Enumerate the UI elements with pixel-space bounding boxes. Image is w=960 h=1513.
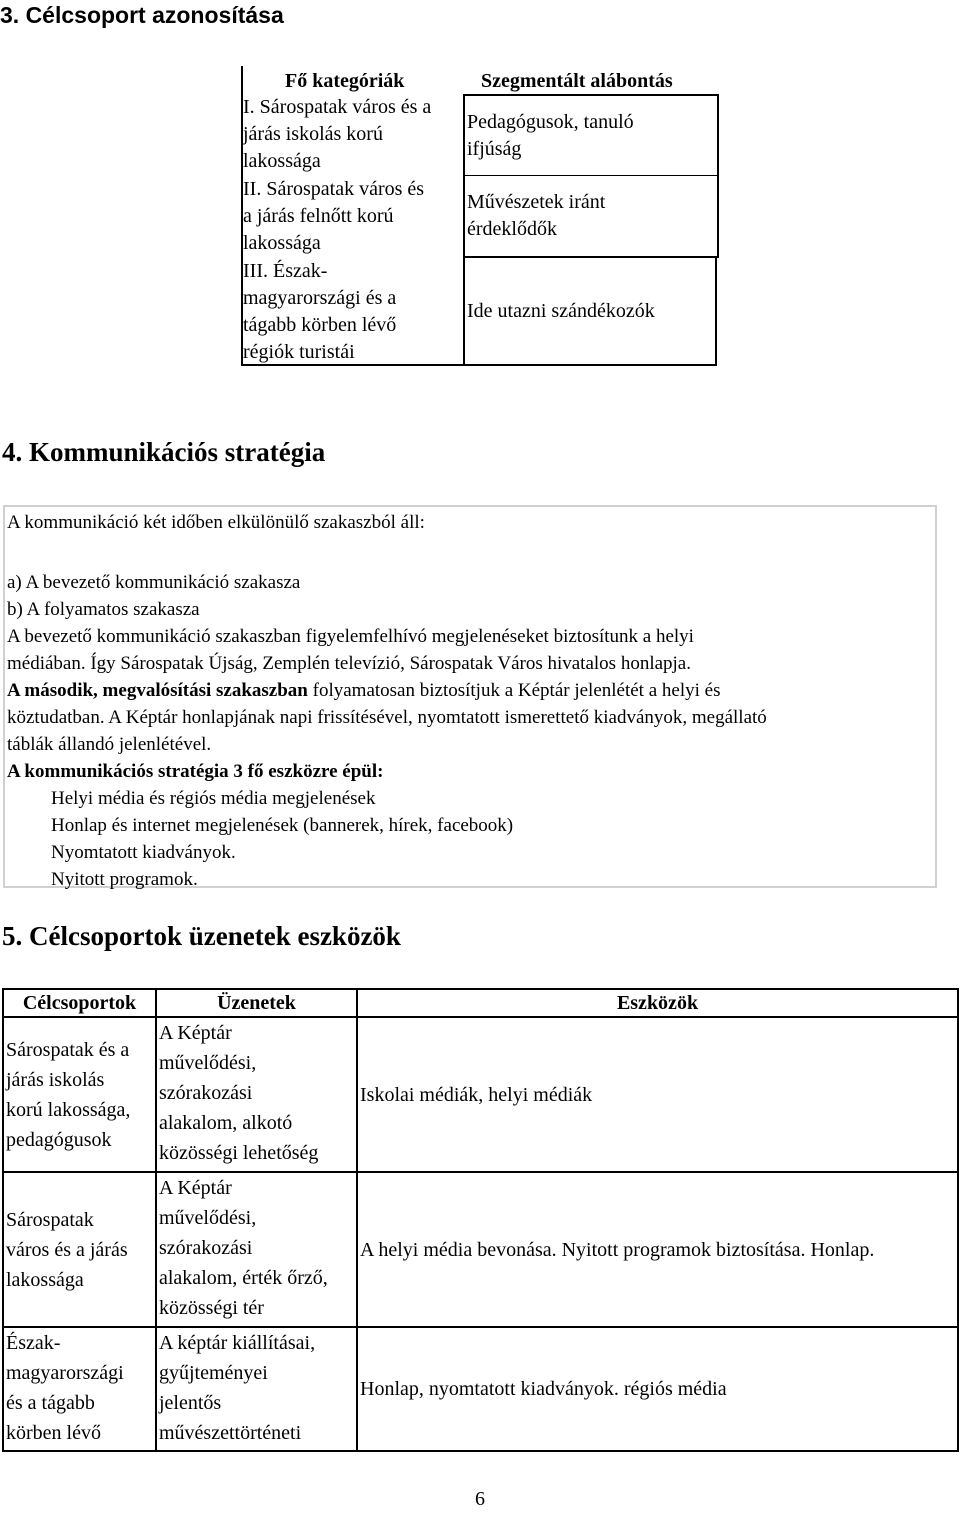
paragraph-2-line-2: köztudatban. A Képtár honlapjának napi frissítésével, nyomtatott ismerettető kiadványok, megállató xyxy=(7,707,767,728)
target-group-cell: Sárospatak és a járás iskolás korú lakossága, pedagógusok xyxy=(3,1017,156,1172)
messages-tools-table xyxy=(2,988,959,1452)
tools-heading: A kommunikációs stratégia 3 fő eszközre épül: xyxy=(7,761,384,782)
main-category-3: III. Észak- magyarországi és a tágabb körben lévő régiók turistái xyxy=(243,260,397,363)
paragraph-1-line-2: médiában. Így Sárospatak Újság, Zemplén televízió, Sárospatak Város hivatalos honlapja. xyxy=(7,653,691,674)
paragraph-2-rest: folyamatosan biztosítjuk a Képtár jelenlétét a helyi és xyxy=(307,680,721,701)
segment-2: Művészetek iránt érdeklődők xyxy=(463,175,719,258)
main-category-2: II. Sárospatak város és a járás felnőtt korú lakossága xyxy=(243,178,425,254)
paragraph-2-bold: A második, megvalósítási szakaszban xyxy=(7,680,308,701)
header-tools: Eszközök xyxy=(357,989,958,1017)
phase-a: a) A bevezető kommunikáció szakasza xyxy=(7,572,301,593)
tool-item: Helyi média és régiós média megjelenések xyxy=(51,788,376,809)
segment-1: Pedagógusok, tanuló ifjúság xyxy=(463,94,719,176)
segment-3: Ide utazni szándékozók xyxy=(463,258,717,366)
tool-item: Honlap és internet megjelenések (bannerek, hírek, facebook) xyxy=(51,815,514,836)
table-row xyxy=(3,1017,958,1172)
header-target-groups: Célcsoportok xyxy=(3,989,156,1017)
strategy-intro: A kommunikáció két időben elkülönülő szakaszból áll: xyxy=(7,512,425,533)
message-cell: A Képtár művelődési, szórakozási alakalom, alkotó közösségi lehetőség xyxy=(156,1017,357,1172)
table-header-row xyxy=(3,989,958,1017)
message-cell: A képtár kiállításai, gyűjteményei jelentős művészettörténeti xyxy=(156,1327,357,1451)
tool-item: Nyitott programok. xyxy=(51,869,198,890)
strategy-box xyxy=(3,505,937,888)
tools-cell: Honlap, nyomtatott kiadványok. régiós média xyxy=(357,1327,958,1451)
tool-item: Nyomtatott kiadványok. xyxy=(51,842,236,863)
target-group-cell: Észak- magyarországi és a tágabb körben lévő xyxy=(3,1327,156,1451)
section-3-title: 3. Célcsoport azonosítása xyxy=(0,2,284,28)
section-5-title: 5. Célcsoportok üzenetek eszközök xyxy=(2,921,401,951)
message-cell: A Képtár művelődési, szórakozási alakalom, érték őrző, közösségi tér xyxy=(156,1172,357,1327)
tools-cell: A helyi média bevonása. Nyitott programok biztosítása. Honlap. xyxy=(357,1172,958,1327)
main-category-1: I. Sárospatak város és a járás iskolás korú lakossága xyxy=(243,96,432,172)
paragraph-2-line-1 xyxy=(5,677,935,704)
table-row xyxy=(3,1172,958,1327)
header-messages: Üzenetek xyxy=(156,989,357,1017)
target-group-table xyxy=(241,66,719,366)
header-segments: Szegmentált alábontás xyxy=(481,70,673,92)
target-group-cell: Sárospatak város és a járás lakossága xyxy=(3,1172,156,1327)
phase-b: b) A folyamatos szakasza xyxy=(7,599,200,620)
tools-cell: Iskolai médiák, helyi médiák xyxy=(357,1017,958,1172)
paragraph-2-line-3: táblák állandó jelenlétével. xyxy=(7,734,212,755)
header-main-categories: Fő kategóriák xyxy=(285,70,405,92)
section-4-title: 4. Kommunikációs stratégia xyxy=(2,437,326,467)
page-number: 6 xyxy=(475,1488,485,1510)
table-row xyxy=(3,1327,958,1451)
paragraph-1-line-1: A bevezető kommunikáció szakaszban figyelemfelhívó megjelenéseket biztosítunk a helyi xyxy=(7,626,694,647)
